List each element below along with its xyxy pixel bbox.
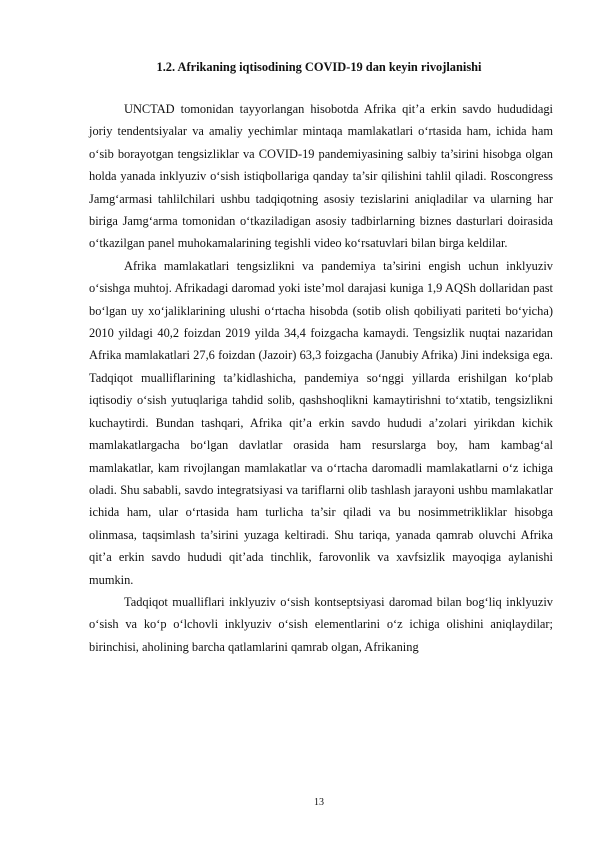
paragraph-3: Tadqiqot mualliflari inklyuziv o‘sish kontseptsiyasi daromad bilan bog‘liq inklyuziv o‘sish va ko‘p o‘lchovli inklyuziv o‘sish elementlarini o‘z ichiga olishini aniqlaydilar; birinchisi, aholining barcha qatlamlarini qamrab olgan, Afrikaning	[89, 594, 553, 654]
body-text	[89, 98, 553, 658]
paragraph-2: Afrika mamlakatlari tengsizlikni va pandemiya ta’sirini engish uchun inklyuziv o‘sishga muhtoj. Afrikadagi daromad yoki iste’mol darajasi kuniga 1,9 AQSh dollaridan past bo‘lgan uy xo‘jaliklarining ulushi o‘rtacha hisobda (sotib olish qobiliyati pariteti bo‘yicha) 2010 yildagi 40,2 foizdan 2019 yilda 34,4 foizgacha kamaydi. Tengsizlik nuqtai nazaridan Afrika mamlakatlari 27,6 foizdan (Jazoir) 63,3 foizgacha (Janubiy Afrika) Jini indeksiga ega. Tadqiqot mualliflarining ta’kidlashicha, pandemiya so‘nggi yillarda erishilgan ko‘plab iqtisodiy o‘sish yutuqlariga tahdid solib, qashshoqlikni kamaytirishni to‘xtatib, tengsizlikni kuchaytirdi. Bundan tashqari, Afrika qit’a erkin savdo hududi a’zolari yirikdan kichik mamlakatlargacha bo‘lgan davlatlar orasida ham resurslarga boy, ham kambag‘al mamlakatlar, kam rivojlangan mamlakatlar va o‘rtacha daromadli mamlakatlarni o‘z ichiga oladi. Shu sababli, savdo integratsiyasi va tariflarni olib tashlash jarayoni ushbu mamlakatlar ichida ham, ular o‘rtasida ham turlicha ta’sir qiladi va bu nosimmetrikliklar hisobga olinmasa, taqsimlash ta’sirini yuzaga keltiradi. Shu tariqa, yanada qamrab oluvchi Afrika qit’a erkin savdo hududi qit’ada tinchlik, farovonlik va xavfsizlik mayoqiga aylanishi mumkin.	[89, 258, 553, 587]
page-number: 13	[314, 797, 324, 808]
section-heading: 1.2. Afrikaning iqtisodining COVID-19 dan keyin rivojlanishi	[156, 60, 482, 74]
paragraph-1: UNCTAD tomonidan tayyorlangan hisobotda Afrika qit’a erkin savdo hududidagi joriy tendentsiyalar va amaliy yechimlar mintaqa mamlakatlari o‘rtasida ham, ichida ham o‘sib borayotgan tengsizliklar va COVID-19 pandemiyasining salbiy ta’sirini hisobga olgan holda yanada inklyuziv o‘sish istiqbollariga qanday ta’sir qilishini tahlil qiladi. Roscongress Jamg‘armasi tahlilchilari ushbu tadqiqotning asosiy tezislarini aniqladilar va ularning har biriga Jamg‘arma tomonidan o‘tkaziladigan asosiy tadbirlarning biznes dasturlari doirasida o‘tkazilgan panel muhokamalarining tegishli video ko‘rsatuvlari bilan birga keldilar.	[89, 102, 553, 251]
